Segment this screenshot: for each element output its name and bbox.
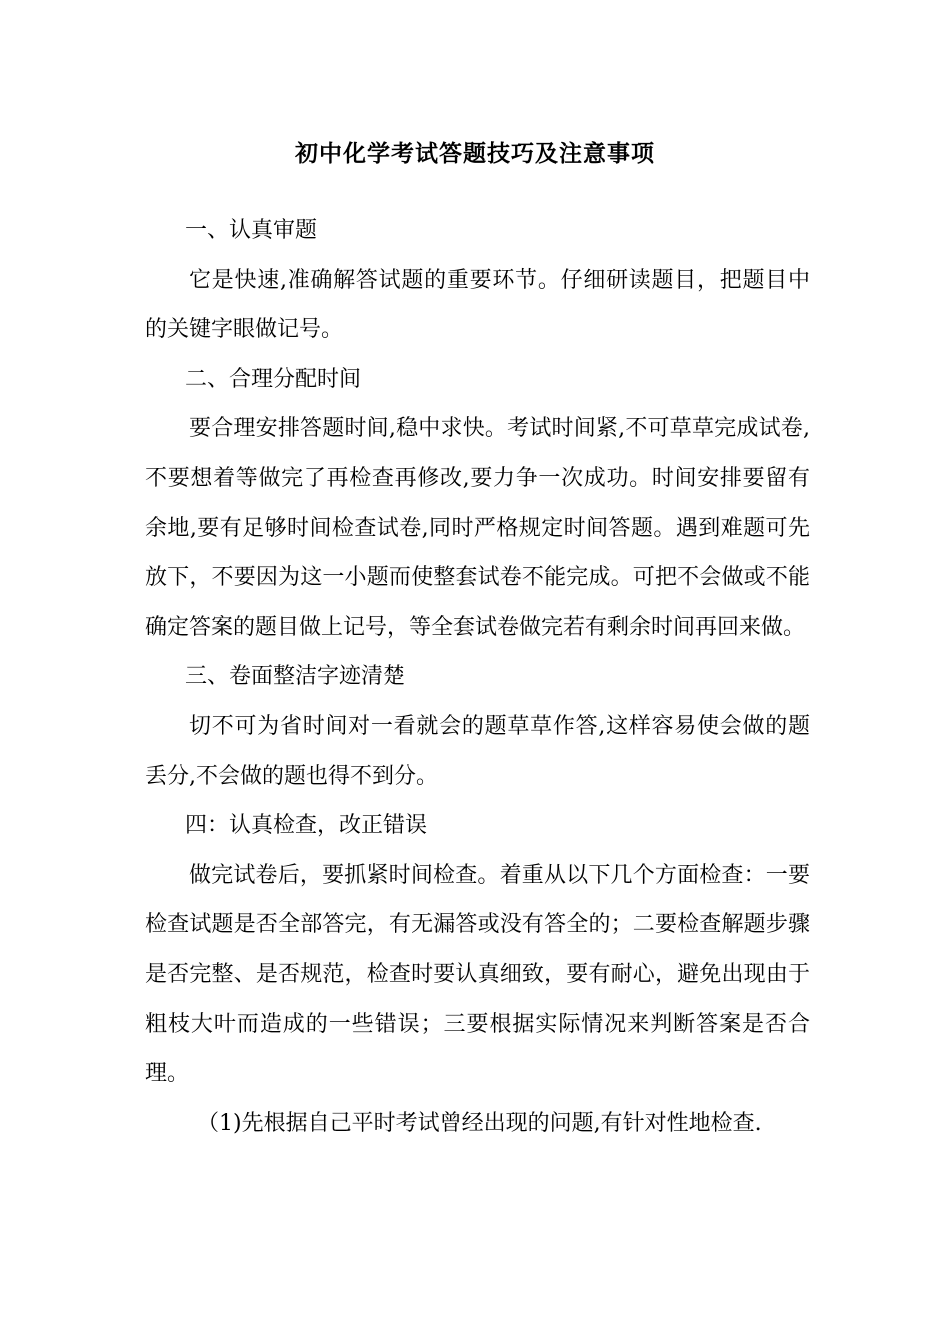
document-body: [145, 206, 810, 1148]
paragraph-2: 要合理安排答题时间,稳中求快。考试时间紧,不可草草完成试卷,不要想着等做完了再检查再修改,要力争一次成功。时间安排要留有余地,要有足够时间检查试卷,同时严格规定时间答题。遇到难题可先放下，不要因为这一小题而使整套试卷不能完成。可把不会做或不能确定答案的题目做上记号，等全套试卷做完若有剩余时间再回来做。: [145, 416, 810, 640]
list-item-1: （1)先根据自己平时考试曾经出现的问题,有针对性地检查.: [197, 1110, 762, 1136]
page-title: 初中化学考试答题技巧及注意事项: [295, 140, 655, 167]
section-heading-1: 一、认真审题: [185, 218, 318, 243]
section-heading-4: 四：认真检查，改正错误: [185, 813, 428, 839]
paragraph-4: 做完试卷后，要抓紧时间检查。着重从以下几个方面检查：一要检查试题是否全部答完，有无漏答或没有答全的；二要检查解题步骤是否完整、是否规范，检查时要认真细致，要有耐心，避免出现由于粗枝大叶而造成的一些错误；三要根据实际情况来判断答案是否合理。: [145, 862, 810, 1087]
section-heading-3: 三、卷面整洁字迹清楚: [185, 664, 406, 690]
paragraph-1: 它是快速,准确解答试题的重要环节。仔细研读题目，把题目中的关键字眼做记号。: [145, 267, 810, 343]
section-heading-2: 二、合理分配时间: [185, 366, 362, 392]
paragraph-3: 切不可为省时间对一看就会的题草草作答,这样容易使会做的题丢分,不会做的题也得不到分。: [145, 713, 810, 789]
